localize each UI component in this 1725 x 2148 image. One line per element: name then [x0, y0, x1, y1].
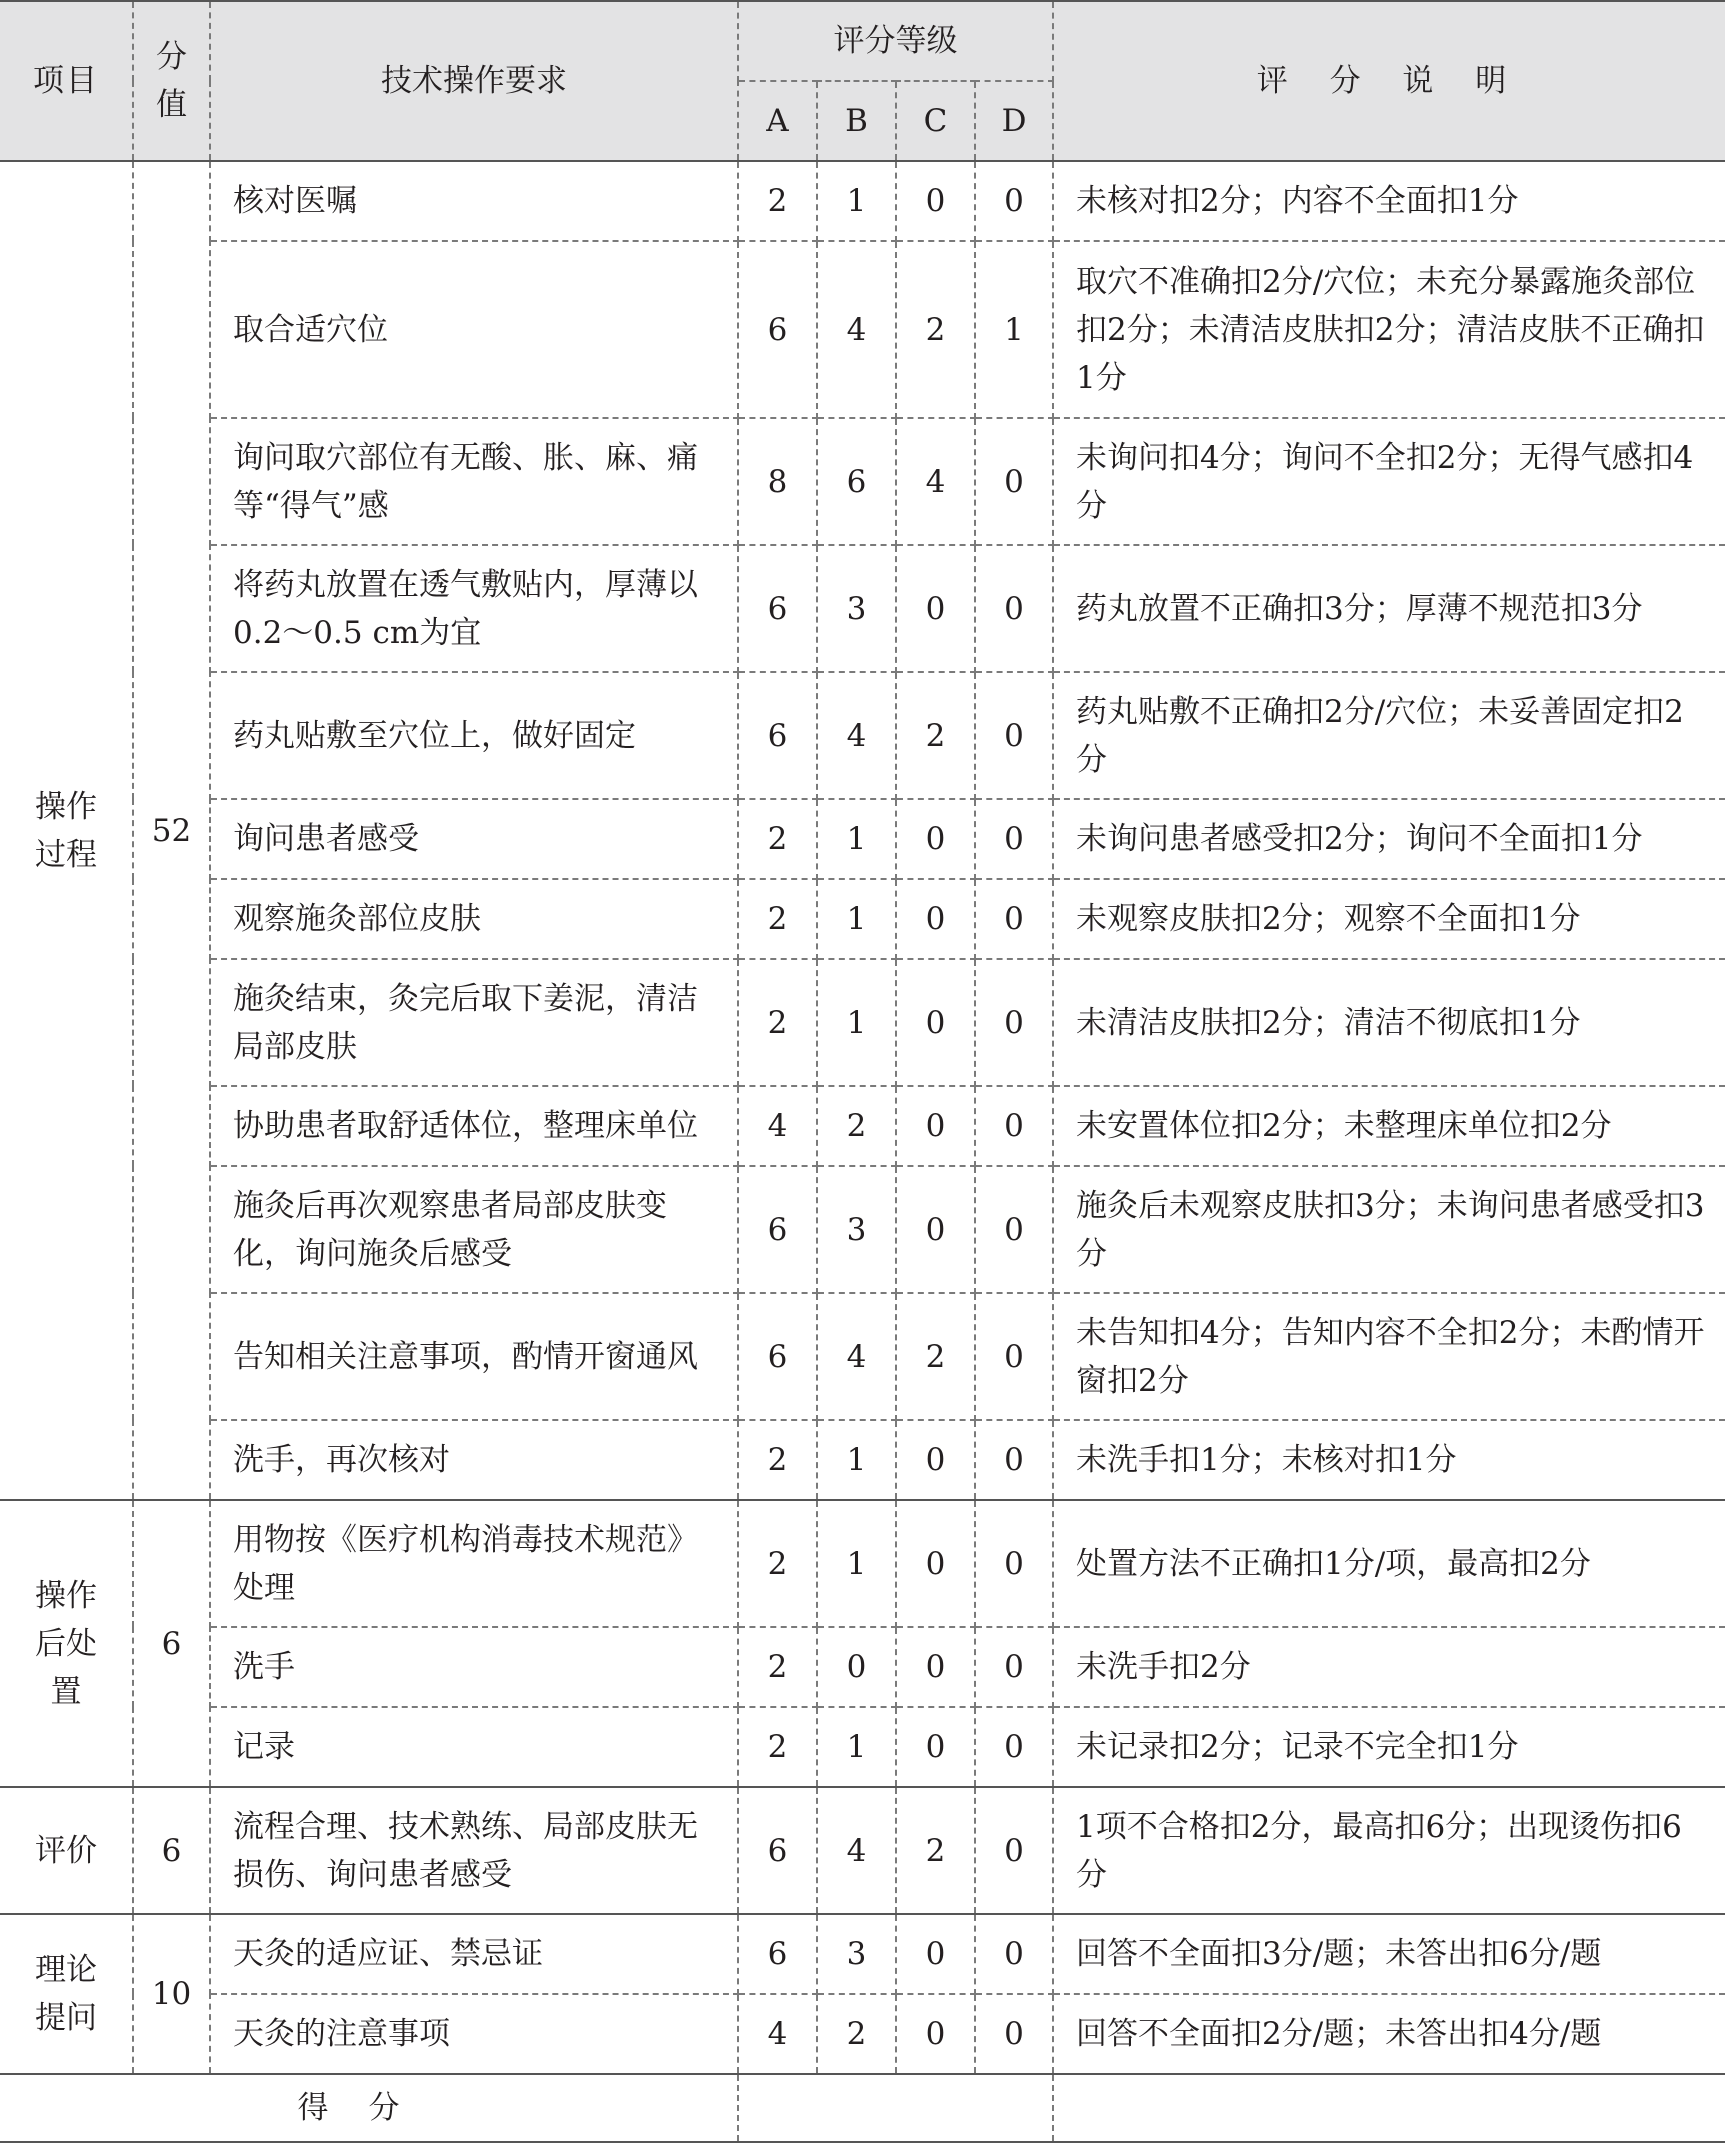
grade-d-cell: 0 — [975, 879, 1053, 959]
grade-a-cell: 6 — [738, 1166, 817, 1293]
grade-a-cell: 4 — [738, 1086, 817, 1166]
header-project: 项目 — [0, 1, 133, 161]
note-cell: 取穴不准确扣2分/穴位；未充分暴露施灸部位扣2分；未清洁皮肤扣2分；清洁皮肤不正确扣1分 — [1053, 241, 1725, 418]
grade-a-cell: 6 — [738, 672, 817, 799]
grade-d-cell: 0 — [975, 959, 1053, 1086]
grade-b-cell: 2 — [817, 1994, 896, 2074]
grade-a-cell: 2 — [738, 879, 817, 959]
header-value-top: 分 — [156, 39, 187, 75]
grade-d-cell: 0 — [975, 1166, 1053, 1293]
category-cell: 理论 提问 — [0, 1914, 133, 2074]
grade-d-cell: 0 — [975, 799, 1053, 879]
header-value-bottom: 值 — [156, 87, 187, 123]
grade-c-cell: 0 — [896, 1086, 975, 1166]
grade-a-cell: 6 — [738, 1914, 817, 1994]
score-note-cell[interactable] — [1053, 2074, 1725, 2142]
grade-b-cell: 2 — [817, 1086, 896, 1166]
table-row — [0, 879, 1725, 959]
grade-c-cell: 0 — [896, 1914, 975, 1994]
category-cell: 评价 — [0, 1787, 133, 1914]
table-row — [0, 1166, 1725, 1293]
table-row — [0, 1994, 1725, 2074]
note-cell: 未洗手扣1分；未核对扣1分 — [1053, 1420, 1725, 1500]
grade-b-cell: 3 — [817, 1166, 896, 1293]
header-grade-a: A — [738, 81, 817, 161]
table-row — [0, 1500, 1725, 1627]
requirement-cell: 核对医嘱 — [210, 161, 738, 241]
requirement-cell: 施灸后再次观察患者局部皮肤变化，询问施灸后感受 — [210, 1166, 738, 1293]
grade-d-cell: 0 — [975, 1420, 1053, 1500]
table-row — [0, 418, 1725, 545]
grade-b-cell: 1 — [817, 879, 896, 959]
requirement-cell: 用物按《医疗机构消毒技术规范》处理 — [210, 1500, 738, 1627]
requirement-cell: 记录 — [210, 1707, 738, 1787]
points-cell: 6 — [133, 1787, 210, 1914]
grade-a-cell: 2 — [738, 1707, 817, 1787]
score-grade-cell[interactable] — [738, 2074, 1053, 2142]
header-grade-c: C — [896, 81, 975, 161]
grade-d-cell: 0 — [975, 1627, 1053, 1707]
grade-b-cell: 4 — [817, 1293, 896, 1420]
note-cell: 未安置体位扣2分；未整理床单位扣2分 — [1053, 1086, 1725, 1166]
grade-a-cell: 2 — [738, 1500, 817, 1627]
requirement-cell: 询问患者感受 — [210, 799, 738, 879]
requirement-cell: 流程合理、技术熟练、局部皮肤无损伤、询问患者感受 — [210, 1787, 738, 1914]
category-cell: 操作 后处 置 — [0, 1500, 133, 1787]
table-row — [0, 1420, 1725, 1500]
requirement-cell: 洗手，再次核对 — [210, 1420, 738, 1500]
grade-d-cell: 0 — [975, 1994, 1053, 2074]
grade-c-cell: 0 — [896, 959, 975, 1086]
header-note: 评 分 说 明 — [1053, 1, 1725, 161]
points-cell: 6 — [133, 1500, 210, 1787]
grade-c-cell: 4 — [896, 418, 975, 545]
grade-b-cell: 1 — [817, 161, 896, 241]
table-row — [0, 1627, 1725, 1707]
grade-b-cell: 0 — [817, 1627, 896, 1707]
note-cell: 1项不合格扣2分，最高扣6分；出现烫伤扣6分 — [1053, 1787, 1725, 1914]
header-requirement: 技术操作要求 — [210, 1, 738, 161]
grade-b-cell: 4 — [817, 1787, 896, 1914]
note-cell: 未记录扣2分；记录不完全扣1分 — [1053, 1707, 1725, 1787]
grade-c-cell: 2 — [896, 1787, 975, 1914]
grade-a-cell: 8 — [738, 418, 817, 545]
grade-b-cell: 1 — [817, 1707, 896, 1787]
grade-c-cell: 0 — [896, 545, 975, 672]
grade-d-cell: 0 — [975, 1707, 1053, 1787]
table-row — [0, 1086, 1725, 1166]
grade-b-cell: 3 — [817, 545, 896, 672]
requirement-cell: 询问取穴部位有无酸、胀、麻、痛等“得气”感 — [210, 418, 738, 545]
grade-c-cell: 0 — [896, 1707, 975, 1787]
note-cell: 未核对扣2分；内容不全面扣1分 — [1053, 161, 1725, 241]
note-cell: 未询问扣4分；询问不全扣2分；无得气感扣4分 — [1053, 418, 1725, 545]
grade-b-cell: 4 — [817, 241, 896, 418]
grade-a-cell: 6 — [738, 545, 817, 672]
table-row — [0, 1293, 1725, 1420]
grade-a-cell: 6 — [738, 1787, 817, 1914]
grade-d-cell: 1 — [975, 241, 1053, 418]
grade-c-cell: 2 — [896, 672, 975, 799]
note-cell: 回答不全面扣2分/题；未答出扣4分/题 — [1053, 1994, 1725, 2074]
table-row — [0, 161, 1725, 241]
table-row — [0, 672, 1725, 799]
grade-c-cell: 0 — [896, 1420, 975, 1500]
grade-a-cell: 2 — [738, 799, 817, 879]
grade-d-cell: 0 — [975, 1500, 1053, 1627]
table-row — [0, 1914, 1725, 1994]
points-cell: 52 — [133, 161, 210, 1500]
note-cell: 药丸放置不正确扣3分；厚薄不规范扣3分 — [1053, 545, 1725, 672]
category-cell: 操作 过程 — [0, 161, 133, 1500]
grade-b-cell: 4 — [817, 672, 896, 799]
grade-d-cell: 0 — [975, 1293, 1053, 1420]
grade-d-cell: 0 — [975, 1787, 1053, 1914]
header-value — [133, 1, 210, 161]
table-body — [0, 161, 1725, 2074]
requirement-cell: 观察施灸部位皮肤 — [210, 879, 738, 959]
note-cell: 未清洁皮肤扣2分；清洁不彻底扣1分 — [1053, 959, 1725, 1086]
note-cell: 药丸贴敷不正确扣2分/穴位；未妥善固定扣2分 — [1053, 672, 1725, 799]
table-row — [0, 1787, 1725, 1914]
note-cell: 施灸后未观察皮肤扣3分；未询问患者感受扣3分 — [1053, 1166, 1725, 1293]
note-cell: 处置方法不正确扣1分/项，最高扣2分 — [1053, 1500, 1725, 1627]
grade-c-cell: 2 — [896, 241, 975, 418]
grade-a-cell: 6 — [738, 241, 817, 418]
grade-b-cell: 1 — [817, 1420, 896, 1500]
grade-c-cell: 0 — [896, 1166, 975, 1293]
grade-c-cell: 0 — [896, 1500, 975, 1627]
grade-b-cell: 1 — [817, 799, 896, 879]
grade-d-cell: 0 — [975, 545, 1053, 672]
grade-d-cell: 0 — [975, 1086, 1053, 1166]
grade-c-cell: 0 — [896, 1627, 975, 1707]
score-label: 得分 — [0, 2074, 738, 2142]
grade-d-cell: 0 — [975, 161, 1053, 241]
note-cell: 未告知扣4分；告知内容不全扣2分；未酌情开窗扣2分 — [1053, 1293, 1725, 1420]
grade-a-cell: 4 — [738, 1994, 817, 2074]
requirement-cell: 将药丸放置在透气敷贴内，厚薄以0.2～0.5 cm为宜 — [210, 545, 738, 672]
table-row — [0, 959, 1725, 1086]
requirement-cell: 施灸结束，灸完后取下姜泥，清洁局部皮肤 — [210, 959, 738, 1086]
grade-d-cell: 0 — [975, 672, 1053, 799]
table-row — [0, 545, 1725, 672]
requirement-cell: 天灸的适应证、禁忌证 — [210, 1914, 738, 1994]
grade-c-cell: 2 — [896, 1293, 975, 1420]
grade-a-cell: 2 — [738, 161, 817, 241]
grade-a-cell: 2 — [738, 959, 817, 1086]
header-grade-b: B — [817, 81, 896, 161]
table-row — [0, 241, 1725, 418]
grade-b-cell: 6 — [817, 418, 896, 545]
requirement-cell: 洗手 — [210, 1627, 738, 1707]
grade-c-cell: 0 — [896, 799, 975, 879]
grade-c-cell: 0 — [896, 1994, 975, 2074]
requirement-cell: 取合适穴位 — [210, 241, 738, 418]
grade-c-cell: 0 — [896, 879, 975, 959]
header-grade-d: D — [975, 81, 1053, 161]
grade-d-cell: 0 — [975, 1914, 1053, 1994]
grade-d-cell: 0 — [975, 418, 1053, 545]
requirement-cell: 药丸贴敷至穴位上，做好固定 — [210, 672, 738, 799]
grade-b-cell: 3 — [817, 1914, 896, 1994]
note-cell: 未洗手扣2分 — [1053, 1627, 1725, 1707]
header-grade-group: 评分等级 — [738, 1, 1053, 81]
note-cell: 回答不全面扣3分/题；未答出扣6分/题 — [1053, 1914, 1725, 1994]
grade-b-cell: 1 — [817, 959, 896, 1086]
requirement-cell: 天灸的注意事项 — [210, 1994, 738, 2074]
note-cell: 未询问患者感受扣2分；询问不全面扣1分 — [1053, 799, 1725, 879]
requirement-cell: 告知相关注意事项，酌情开窗通风 — [210, 1293, 738, 1420]
table-row — [0, 799, 1725, 879]
grade-a-cell: 2 — [738, 1627, 817, 1707]
requirement-cell: 协助患者取舒适体位，整理床单位 — [210, 1086, 738, 1166]
grade-c-cell: 0 — [896, 161, 975, 241]
grade-a-cell: 6 — [738, 1293, 817, 1420]
grade-a-cell: 2 — [738, 1420, 817, 1500]
grade-b-cell: 1 — [817, 1500, 896, 1627]
note-cell: 未观察皮肤扣2分；观察不全面扣1分 — [1053, 879, 1725, 959]
points-cell: 10 — [133, 1914, 210, 2074]
table-row — [0, 1707, 1725, 1787]
